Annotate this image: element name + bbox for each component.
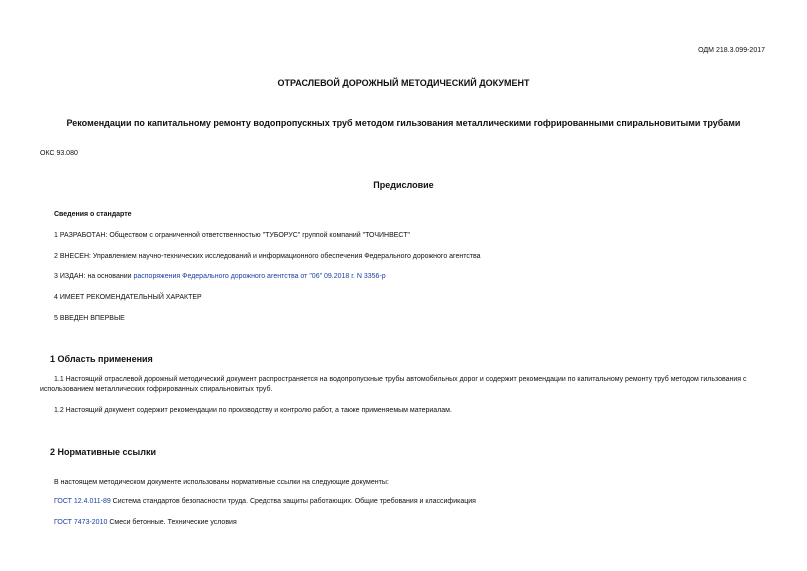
foreword-item-developed: 1 РАЗРАБОТАН: Обществом с ограниченной ответственностью "ТУБОРУС" группой компаний "ТОЧИНВЕСТ" xyxy=(54,232,411,239)
foreword-item-introduced: 5 ВВЕДЕН ВПЕРВЫЕ xyxy=(54,315,125,322)
section-1-paragraph-2-text: 1.2 Настоящий документ содержит рекомендации по производству и контролю работ, а также применяемым материалам. xyxy=(54,407,452,414)
reference-link-gost-12-4-011[interactable]: ГОСТ 12.4.011-89 xyxy=(54,498,111,505)
section-1-paragraph-1-text: 1.1 Настоящий отраслевой дорожный методический документ распространяется на водопропускные трубы автомобильных дорог и содержит рекомендации по капитальному ремонту труб методом гильзования с использованием металлических гофрированных спиральновитых труб. xyxy=(40,376,747,393)
foreword-item-submitted: 2 ВНЕСЕН: Управлением научно-технических исследований и информационного обеспечения Федерального дорожного агентства xyxy=(54,253,481,260)
foreword-item-character: 4 ИМЕЕТ РЕКОМЕНДАТЕЛЬНЫЙ ХАРАКТЕР xyxy=(54,294,202,301)
section-2-intro: В настоящем методическом документе использованы нормативные ссылки на следующие документы: xyxy=(54,479,389,486)
foreword-heading: Предисловие xyxy=(373,180,434,190)
foreword-item-issued-label: 3 ИЗДАН: на основании xyxy=(54,273,134,280)
reference-item xyxy=(54,498,476,505)
reference-text: Смеси бетонные. Технические условия xyxy=(107,519,237,526)
reference-link-gost-7473[interactable]: ГОСТ 7473-2010 xyxy=(54,519,108,526)
standard-info-heading: Сведения о стандарте xyxy=(54,211,132,218)
document-title: Рекомендации по капитальному ремонту водопропускных труб методом гильзования металлическими гофрированными спиральновитыми трубами xyxy=(66,118,741,128)
order-link[interactable]: распоряжения Федерального дорожного агентства от "06" 09.2018 г. N 3356-р xyxy=(133,273,386,280)
oks-code: ОКС 93.080 xyxy=(40,150,78,157)
reference-text: Система стандартов безопасности труда. Средства защиты работающих. Общие требования и классификация xyxy=(110,498,476,505)
section-1-heading: 1 Область применения xyxy=(50,354,153,364)
document-code: ОДМ 218.3.099-2017 xyxy=(698,47,765,54)
foreword-item-issued xyxy=(54,273,386,280)
reference-item xyxy=(54,519,237,526)
section-2-heading: 2 Нормативные ссылки xyxy=(50,447,156,457)
document-type-heading: ОТРАСЛЕВОЙ ДОРОЖНЫЙ МЕТОДИЧЕСКИЙ ДОКУМЕНТ xyxy=(277,78,530,88)
section-1-paragraph-2 xyxy=(40,406,770,416)
section-1-paragraph-1 xyxy=(40,375,770,395)
